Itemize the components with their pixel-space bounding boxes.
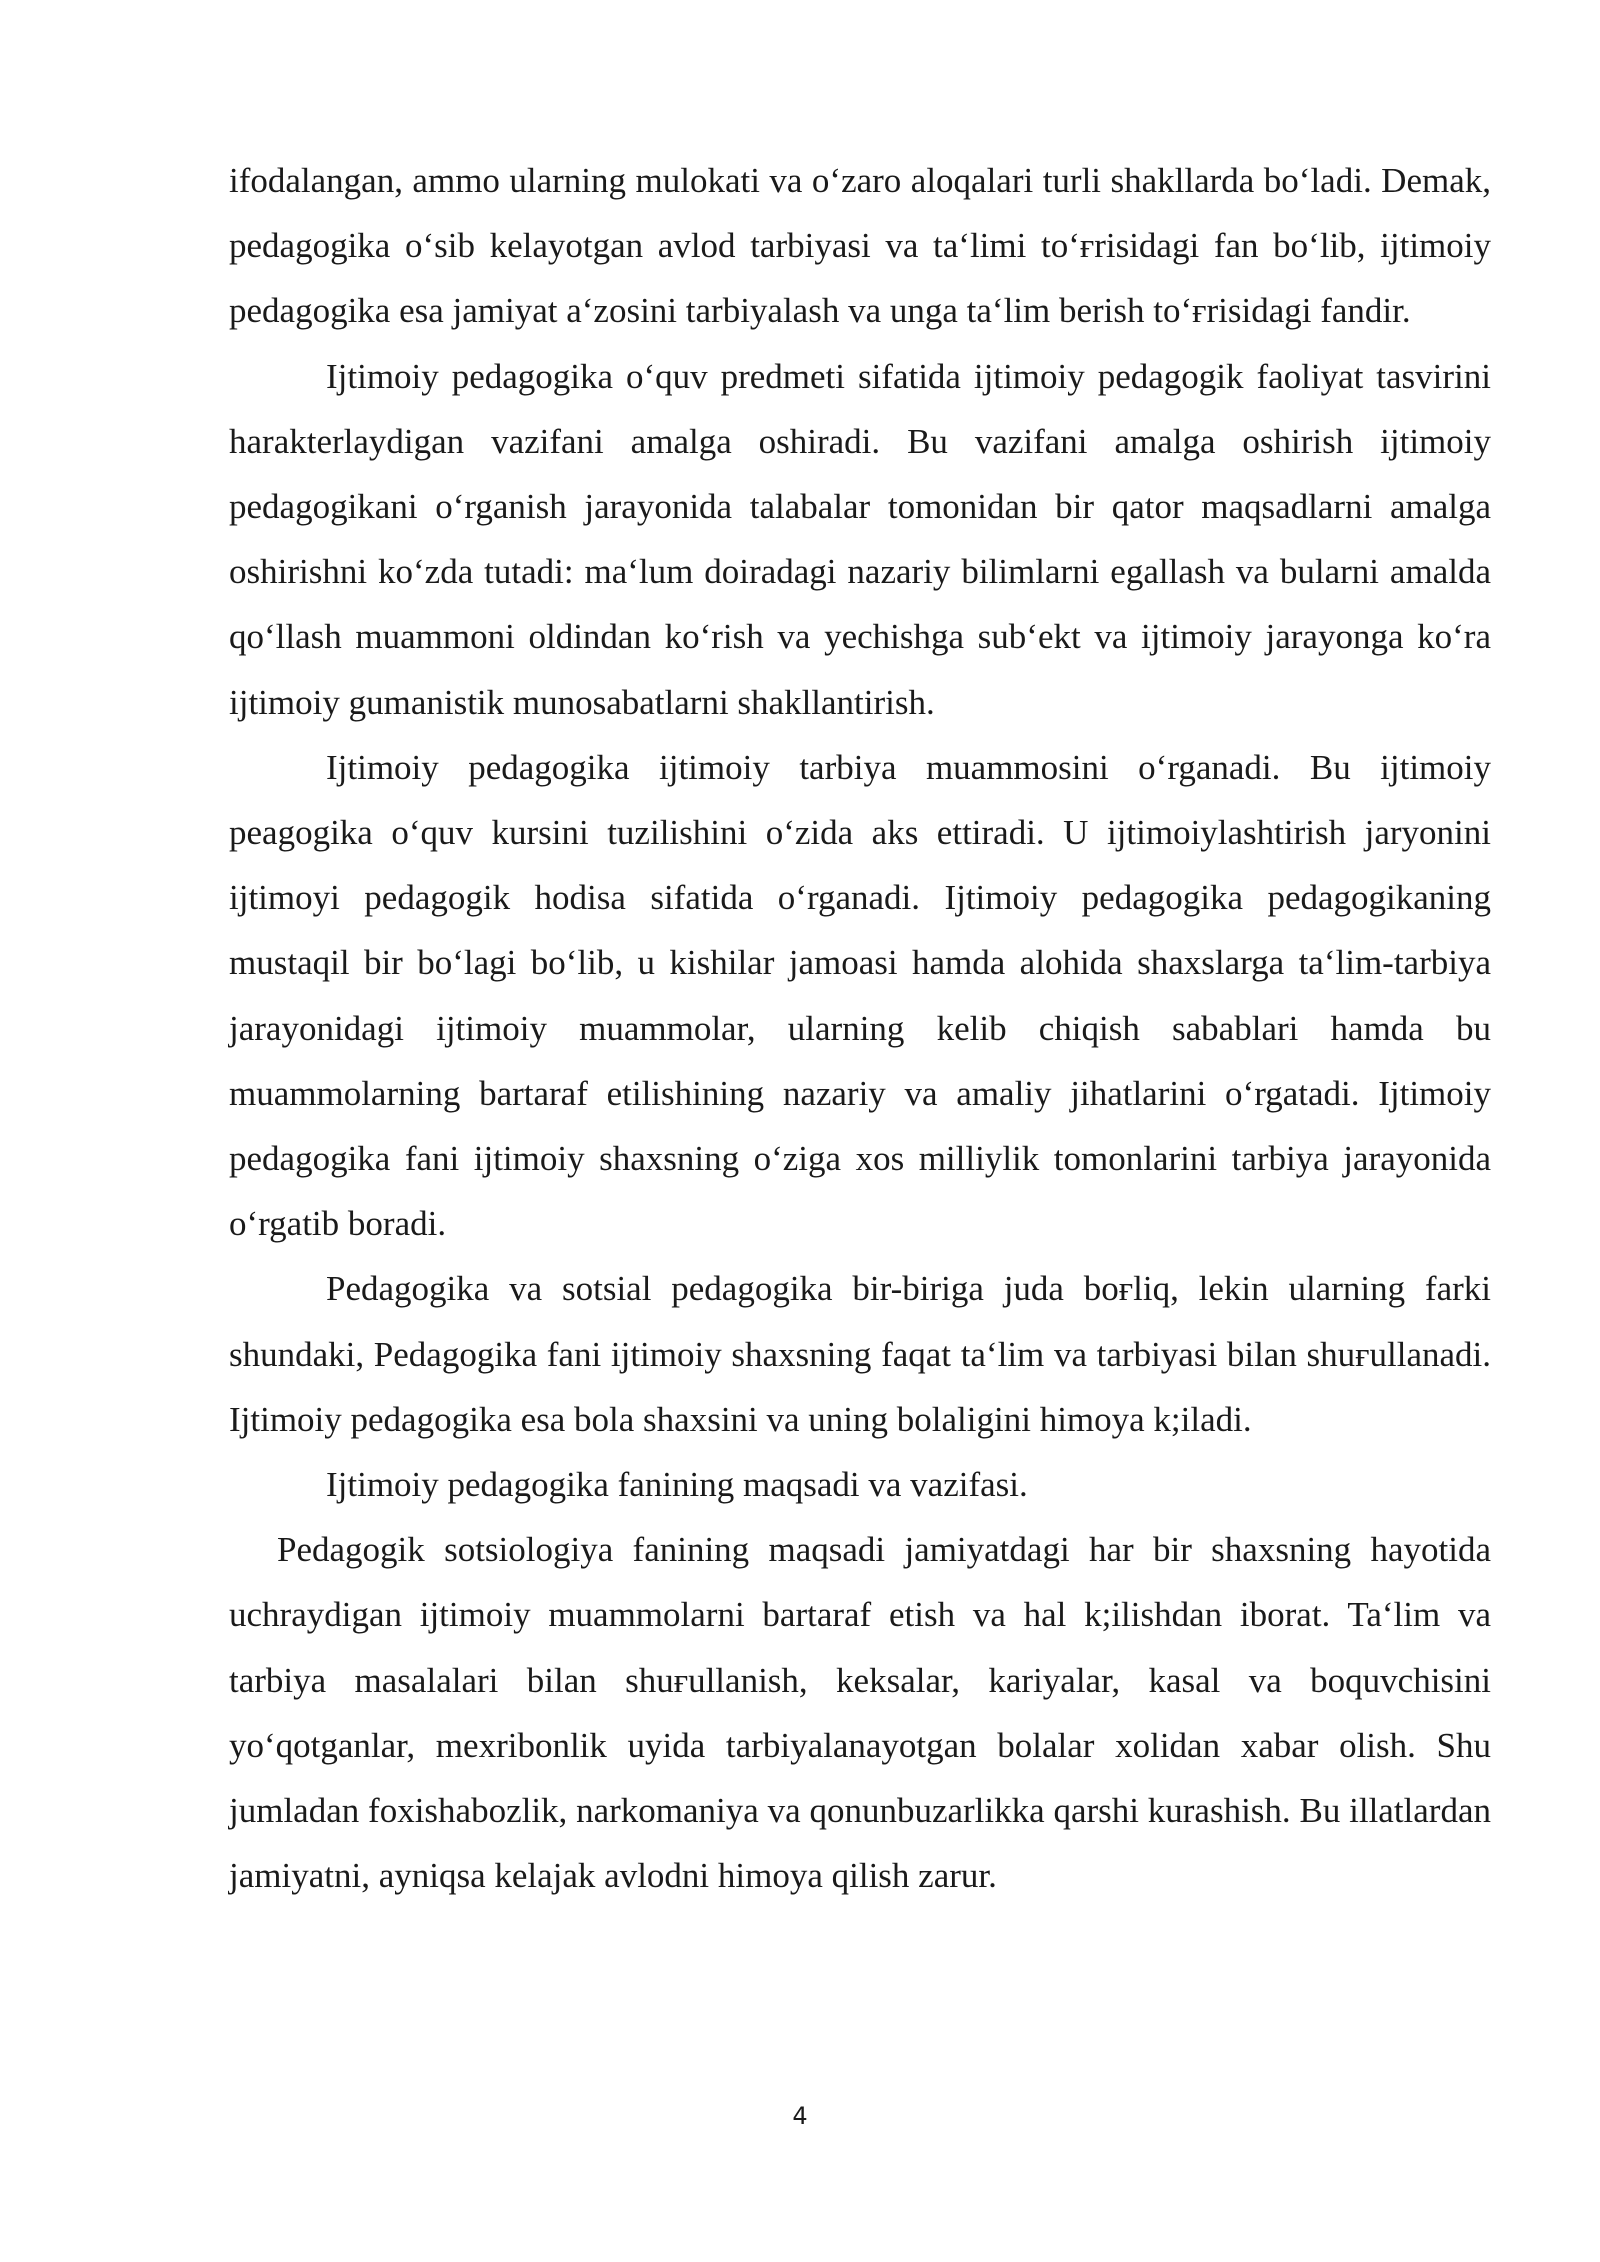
paragraph-1: ifodalangan, ammo ularning mulokati va o‘zaro aloqalari turli shakllarda bo‘ladi. Demak, pedagogika o‘sib kelayotgan avlod tarbiyasi va ta‘limi to‘ғrisidagi fan bo‘lib, ijtimoiy pedagogika esa jamiyat a‘zosini tarbiyalash va unga ta‘lim berish to‘ғrisidagi fandir. [229, 161, 1491, 331]
document-page [229, 148, 1491, 1908]
paragraph-2: Ijtimoiy pedagogika o‘quv predmeti sifatida ijtimoiy pedagogik faoliyat tasvirini harakterlaydigan vazifani amalga oshiradi. Bu vazifani amalga oshirish ijtimoiy pedagogikani o‘rganish jarayonida talabalar tomonidan bir qator maqsadlarni amalga oshirishni ko‘zda tutadi: ma‘lum doiradagi nazariy bilimlarni egallash va bularni amalda qo‘llash muammoni oldindan ko‘rish va yechishga sub‘ekt va ijtimoiy jarayonga ko‘ra ijtimoiy gumanistik munosabatlarni shakllantirish. [229, 356, 1491, 722]
section-heading: Ijtimoiy pedagogika fanining maqsadi va vazifasi. [326, 1465, 1028, 1505]
paragraph-3: Ijtimoiy pedagogika ijtimoiy tarbiya muammosini o‘rganadi. Bu ijtimoiy peagogika o‘quv kursini tuzilishini o‘zida aks ettiradi. U ijtimoiylashtirish jaryonini ijtimoyi pedagogik hodisa sifatida o‘rganadi. Ijtimoiy pedagogika pedagogikaning mustaqil bir bo‘lagi bo‘lib, u kishilar jamoasi hamda alohida shaxslarga ta‘lim-tarbiya jarayonidagi ijtimoiy muammolar, ularning kelib chiqish sabablari hamda bu muammolarning bartaraf etilishining nazariy va amaliy jihatlarini o‘rgatadi. Ijtimoiy pedagogika fani ijtimoiy shaxsning o‘ziga xos milliylik tomonlarini tarbiya jarayonida o‘rgatib boradi. [229, 747, 1491, 1244]
paragraph-4: Pedagogika va sotsial pedagogika bir-biriga juda boғliq, lekin ularning farki shundaki, Pedagogika fani ijtimoiy shaxsning faqat ta‘lim va tarbiyasi bilan shuғullanadi. Ijtimoiy pedagogika esa bola shaxsini va uning bolaligini himoya k;iladi. [229, 1269, 1491, 1439]
page-number: 4 [792, 2102, 808, 2130]
paragraph-5: Pedagogik sotsiologiya fanining maqsadi jamiyatdagi har bir shaxsning hayotida uchraydigan ijtimoiy muammolarni bartaraf etish va hal k;ilishdan iborat. Ta‘lim va tarbiya masalalari bilan shuғullanish, keksalar, kariyalar, kasal va boquvchisini yo‘qotganlar, mexribonlik uyida tarbiyalanayotgan bolalar xolidan xabar olish. Shu jumladan foxishabozlik, narkomaniya va qonunbuzarlikka qarshi kurashish. Bu illatlardan jamiyatni, ayniqsa kelajak avlodni himoya qilish zarur. [229, 1530, 1491, 1896]
